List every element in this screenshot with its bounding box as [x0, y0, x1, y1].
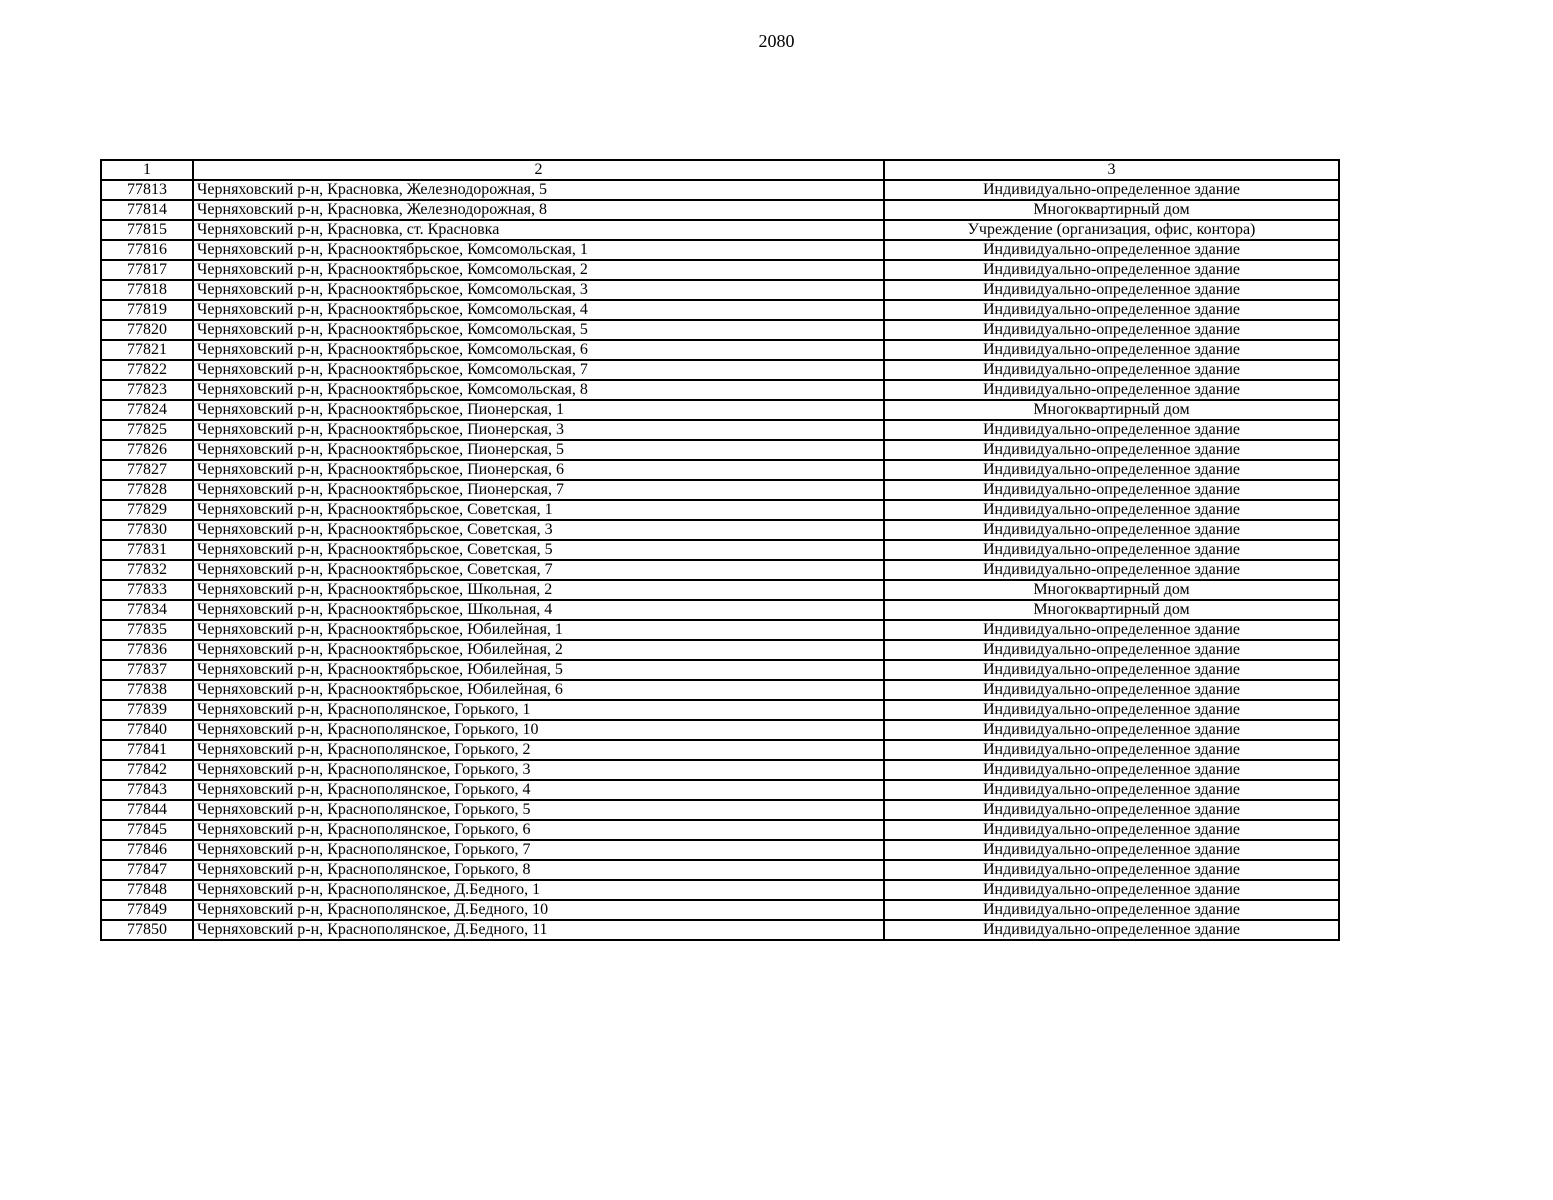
table-row — [101, 460, 1339, 480]
table-header — [101, 160, 1339, 180]
table-row — [101, 200, 1339, 220]
address-cell: Черняховский р-н, Красновка, ст. Красновка — [193, 220, 884, 240]
address-cell: Черняховский р-н, Краснополянское, Горького, 7 — [193, 840, 884, 860]
table-row — [101, 380, 1339, 400]
row-number-cell: 77841 — [101, 740, 193, 760]
row-number-cell: 77847 — [101, 860, 193, 880]
table-row — [101, 240, 1339, 260]
building-type-cell: Многоквартирный дом — [884, 600, 1339, 620]
building-type-cell: Индивидуально-определенное здание — [884, 280, 1339, 300]
building-type-cell: Индивидуально-определенное здание — [884, 520, 1339, 540]
row-number-cell: 77827 — [101, 460, 193, 480]
table-row — [101, 700, 1339, 720]
row-number-cell: 77839 — [101, 700, 193, 720]
address-cell: Черняховский р-н, Краснооктябрьское, Юбилейная, 2 — [193, 640, 884, 660]
address-cell: Черняховский р-н, Краснооктябрьское, Комсомольская, 5 — [193, 320, 884, 340]
building-type-cell: Индивидуально-определенное здание — [884, 440, 1339, 460]
row-number-cell: 77815 — [101, 220, 193, 240]
building-type-cell: Индивидуально-определенное здание — [884, 760, 1339, 780]
row-number-cell: 77822 — [101, 360, 193, 380]
building-type-cell: Индивидуально-определенное здание — [884, 920, 1339, 940]
address-cell: Черняховский р-н, Краснооктябрьское, Пионерская, 7 — [193, 480, 884, 500]
building-type-cell: Индивидуально-определенное здание — [884, 360, 1339, 380]
address-cell: Черняховский р-н, Краснополянское, Горького, 10 — [193, 720, 884, 740]
building-type-cell: Индивидуально-определенное здание — [884, 540, 1339, 560]
row-number-cell: 77832 — [101, 560, 193, 580]
table-row — [101, 360, 1339, 380]
row-number-cell: 77833 — [101, 580, 193, 600]
address-cell: Черняховский р-н, Краснополянское, Д.Бедного, 11 — [193, 920, 884, 940]
row-number-cell: 77813 — [101, 180, 193, 200]
building-type-cell: Индивидуально-определенное здание — [884, 240, 1339, 260]
building-type-cell: Индивидуально-определенное здание — [884, 860, 1339, 880]
address-cell: Черняховский р-н, Краснооктябрьское, Пионерская, 3 — [193, 420, 884, 440]
address-cell: Черняховский р-н, Краснооктябрьское, Комсомольская, 1 — [193, 240, 884, 260]
address-cell: Черняховский р-н, Краснооктябрьское, Советская, 7 — [193, 560, 884, 580]
address-cell: Черняховский р-н, Краснооктябрьское, Комсомольская, 3 — [193, 280, 884, 300]
row-number-cell: 77821 — [101, 340, 193, 360]
table-row — [101, 480, 1339, 500]
row-number-cell: 77819 — [101, 300, 193, 320]
row-number-cell: 77814 — [101, 200, 193, 220]
table-body — [101, 180, 1339, 940]
building-type-cell: Индивидуально-определенное здание — [884, 320, 1339, 340]
address-cell: Черняховский р-н, Краснополянское, Горького, 5 — [193, 800, 884, 820]
address-cell: Черняховский р-н, Краснополянское, Д.Бедного, 10 — [193, 900, 884, 920]
table-row — [101, 520, 1339, 540]
table-row — [101, 620, 1339, 640]
address-cell: Черняховский р-н, Красновка, Железнодорожная, 8 — [193, 200, 884, 220]
header-cell-3: 3 — [884, 160, 1339, 180]
address-cell: Черняховский р-н, Краснооктябрьское, Советская, 1 — [193, 500, 884, 520]
building-type-cell: Индивидуально-определенное здание — [884, 700, 1339, 720]
header-cell-2: 2 — [193, 160, 884, 180]
table-row — [101, 500, 1339, 520]
table-row — [101, 780, 1339, 800]
building-type-cell: Индивидуально-определенное здание — [884, 740, 1339, 760]
building-type-cell: Индивидуально-определенное здание — [884, 800, 1339, 820]
table-row — [101, 180, 1339, 200]
address-cell: Черняховский р-н, Красновка, Железнодорожная, 5 — [193, 180, 884, 200]
building-type-cell: Индивидуально-определенное здание — [884, 640, 1339, 660]
header-cell-1: 1 — [101, 160, 193, 180]
table-row — [101, 540, 1339, 560]
address-cell: Черняховский р-н, Краснополянское, Горького, 4 — [193, 780, 884, 800]
row-number-cell: 77843 — [101, 780, 193, 800]
row-number-cell: 77820 — [101, 320, 193, 340]
row-number-cell: 77823 — [101, 380, 193, 400]
table-row — [101, 400, 1339, 420]
table-row — [101, 220, 1339, 240]
address-cell: Черняховский р-н, Краснооктябрьское, Школьная, 2 — [193, 580, 884, 600]
row-number-cell: 77824 — [101, 400, 193, 420]
address-cell: Черняховский р-н, Краснополянское, Горького, 2 — [193, 740, 884, 760]
table-row — [101, 720, 1339, 740]
table-row — [101, 300, 1339, 320]
table-row — [101, 900, 1339, 920]
address-cell: Черняховский р-н, Краснооктябрьское, Юбилейная, 1 — [193, 620, 884, 640]
row-number-cell: 77842 — [101, 760, 193, 780]
address-cell: Черняховский р-н, Краснооктябрьское, Школьная, 4 — [193, 600, 884, 620]
row-number-cell: 77850 — [101, 920, 193, 940]
address-cell: Черняховский р-н, Краснооктябрьское, Комсомольская, 6 — [193, 340, 884, 360]
building-type-cell: Индивидуально-определенное здание — [884, 420, 1339, 440]
row-number-cell: 77818 — [101, 280, 193, 300]
table-row — [101, 580, 1339, 600]
table-row — [101, 280, 1339, 300]
address-cell: Черняховский р-н, Краснополянское, Горького, 6 — [193, 820, 884, 840]
building-type-cell: Многоквартирный дом — [884, 200, 1339, 220]
building-type-cell: Индивидуально-определенное здание — [884, 460, 1339, 480]
table-row — [101, 440, 1339, 460]
address-cell: Черняховский р-н, Краснооктябрьское, Комсомольская, 7 — [193, 360, 884, 380]
table-row — [101, 860, 1339, 880]
row-number-cell: 77817 — [101, 260, 193, 280]
table-row — [101, 740, 1339, 760]
address-cell: Черняховский р-н, Краснооктябрьское, Комсомольская, 8 — [193, 380, 884, 400]
address-cell: Черняховский р-н, Краснополянское, Горького, 3 — [193, 760, 884, 780]
building-type-cell: Многоквартирный дом — [884, 580, 1339, 600]
row-number-cell: 77834 — [101, 600, 193, 620]
building-type-cell: Индивидуально-определенное здание — [884, 840, 1339, 860]
building-type-cell: Индивидуально-определенное здание — [884, 260, 1339, 280]
building-type-cell: Индивидуально-определенное здание — [884, 180, 1339, 200]
row-number-cell: 77837 — [101, 660, 193, 680]
address-cell: Черняховский р-н, Краснооктябрьское, Комсомольская, 4 — [193, 300, 884, 320]
row-number-cell: 77849 — [101, 900, 193, 920]
header-row — [101, 160, 1339, 180]
table-row — [101, 340, 1339, 360]
table-row — [101, 760, 1339, 780]
table-row — [101, 820, 1339, 840]
building-type-cell: Индивидуально-определенное здание — [884, 820, 1339, 840]
building-type-cell: Индивидуально-определенное здание — [884, 480, 1339, 500]
row-number-cell: 77845 — [101, 820, 193, 840]
building-type-cell: Индивидуально-определенное здание — [884, 680, 1339, 700]
row-number-cell: 77825 — [101, 420, 193, 440]
row-number-cell: 77835 — [101, 620, 193, 640]
page-number: 2080 — [758, 31, 795, 51]
row-number-cell: 77848 — [101, 880, 193, 900]
table-row — [101, 660, 1339, 680]
address-cell: Черняховский р-н, Краснополянское, Горького, 1 — [193, 700, 884, 720]
address-cell: Черняховский р-н, Краснооктябрьское, Советская, 3 — [193, 520, 884, 540]
row-number-cell: 77829 — [101, 500, 193, 520]
registry-table — [100, 159, 1340, 941]
building-type-cell: Индивидуально-определенное здание — [884, 300, 1339, 320]
row-number-cell: 77831 — [101, 540, 193, 560]
building-type-cell: Учреждение (организация, офис, контора) — [884, 220, 1339, 240]
address-cell: Черняховский р-н, Краснополянское, Горького, 8 — [193, 860, 884, 880]
building-type-cell: Индивидуально-определенное здание — [884, 900, 1339, 920]
table-row — [101, 420, 1339, 440]
address-cell: Черняховский р-н, Краснооктябрьское, Комсомольская, 2 — [193, 260, 884, 280]
building-type-cell: Многоквартирный дом — [884, 400, 1339, 420]
building-type-cell: Индивидуально-определенное здание — [884, 340, 1339, 360]
row-number-cell: 77838 — [101, 680, 193, 700]
address-cell: Черняховский р-н, Краснооктябрьское, Советская, 5 — [193, 540, 884, 560]
table-row — [101, 920, 1339, 940]
address-cell: Черняховский р-н, Краснооктябрьское, Юбилейная, 6 — [193, 680, 884, 700]
address-cell: Черняховский р-н, Краснооктябрьское, Пионерская, 6 — [193, 460, 884, 480]
row-number-cell: 77846 — [101, 840, 193, 860]
building-type-cell: Индивидуально-определенное здание — [884, 380, 1339, 400]
table-row — [101, 880, 1339, 900]
table-row — [101, 320, 1339, 340]
building-type-cell: Индивидуально-определенное здание — [884, 500, 1339, 520]
building-type-cell: Индивидуально-определенное здание — [884, 880, 1339, 900]
row-number-cell: 77836 — [101, 640, 193, 660]
table-row — [101, 560, 1339, 580]
row-number-cell: 77840 — [101, 720, 193, 740]
row-number-cell: 77830 — [101, 520, 193, 540]
table-row — [101, 840, 1339, 860]
table-row — [101, 680, 1339, 700]
table-row — [101, 640, 1339, 660]
building-type-cell: Индивидуально-определенное здание — [884, 560, 1339, 580]
table-row — [101, 600, 1339, 620]
building-type-cell: Индивидуально-определенное здание — [884, 660, 1339, 680]
address-cell: Черняховский р-н, Краснооктябрьское, Пионерская, 1 — [193, 400, 884, 420]
row-number-cell: 77844 — [101, 800, 193, 820]
row-number-cell: 77816 — [101, 240, 193, 260]
address-cell: Черняховский р-н, Краснооктябрьское, Юбилейная, 5 — [193, 660, 884, 680]
table-row — [101, 800, 1339, 820]
row-number-cell: 77826 — [101, 440, 193, 460]
address-cell: Черняховский р-н, Краснооктябрьское, Пионерская, 5 — [193, 440, 884, 460]
building-type-cell: Индивидуально-определенное здание — [884, 620, 1339, 640]
address-cell: Черняховский р-н, Краснополянское, Д.Бедного, 1 — [193, 880, 884, 900]
building-type-cell: Индивидуально-определенное здание — [884, 720, 1339, 740]
row-number-cell: 77828 — [101, 480, 193, 500]
table-row — [101, 260, 1339, 280]
building-type-cell: Индивидуально-определенное здание — [884, 780, 1339, 800]
